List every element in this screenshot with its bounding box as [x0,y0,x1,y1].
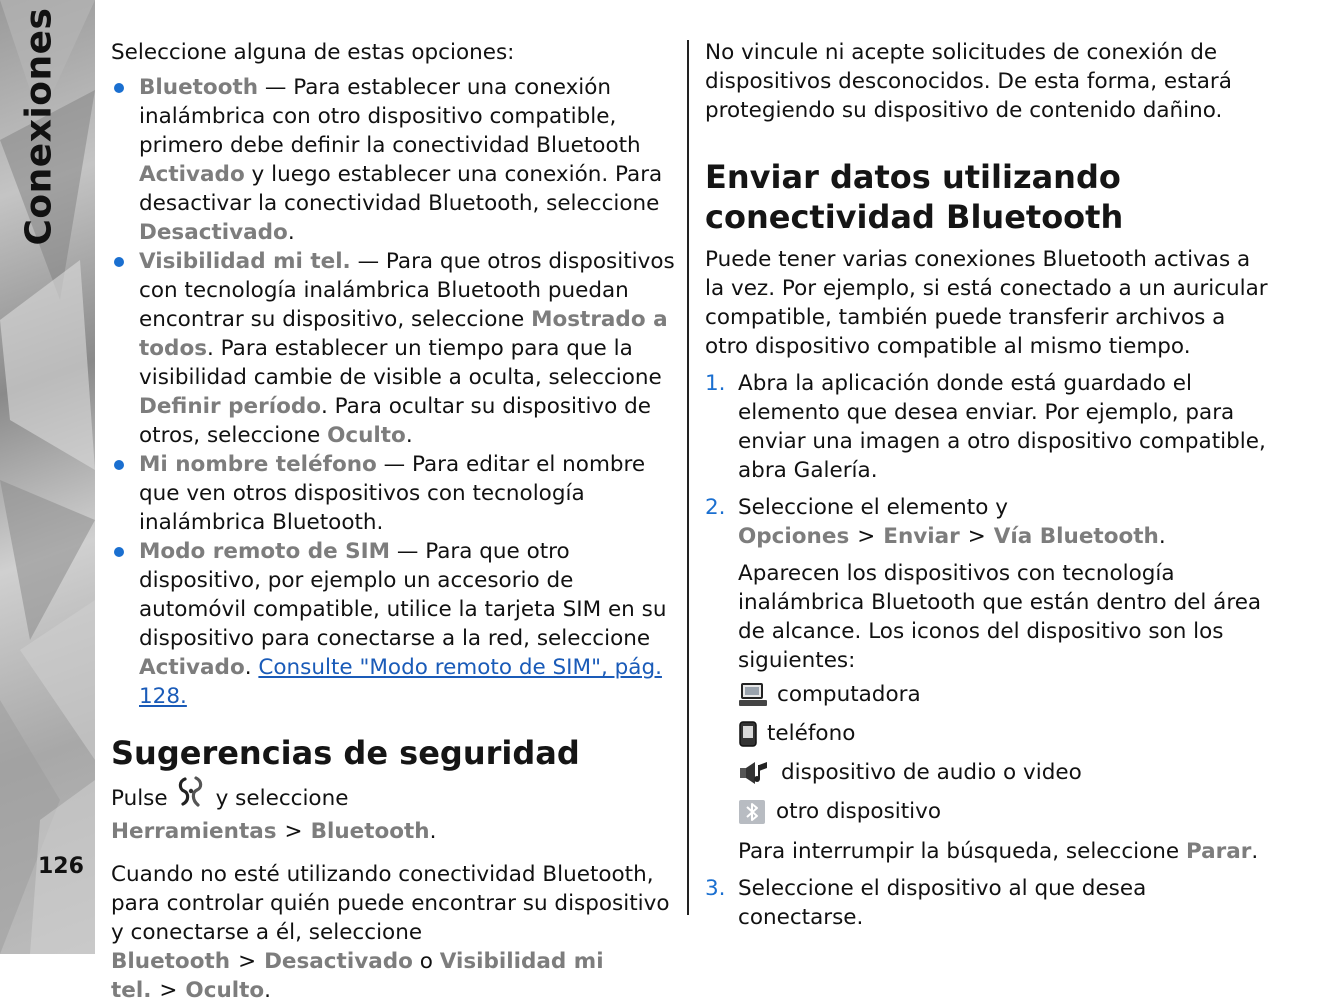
step-2 [705,493,1275,551]
menu-option: Oculto [185,978,265,1003]
menu-option: Vía Bluetooth [993,524,1159,549]
devices-intro: Aparecen los dispositivos con tecnología inalámbrica Bluetooth que están dentro del área de alcance. Los iconos del dispositivo son los siguientes: [738,561,1262,673]
option-text: — Para editar el nombre que ven otros dispositivos con tecnología inalámbrica Bluetooth. [139,452,646,535]
menu-option: Definir período [139,394,322,419]
press-text: y seleccione [215,786,349,811]
list-item-phone-name [111,450,677,537]
menu-separator: > [159,978,178,1003]
menu-option: Desactivado [139,220,288,245]
bullet-icon [114,460,124,470]
paragraph-text: . [264,978,272,1003]
sim-remote-link[interactable]: Consulte "Modo remoto de SIM", pág. 128. [139,655,662,709]
menu-option: Herramientas [111,819,277,844]
device-row-other [738,792,1275,831]
step-text: Seleccione el elemento y [738,495,1008,520]
device-row-audio [738,753,1275,792]
menu-option: Activado [139,655,245,680]
bullet-icon [114,547,124,557]
menu-option: Desactivado [264,949,413,974]
paragraph-text: Para interrumpir la búsqueda, seleccione [738,839,1186,864]
menu-option: Mostrado a todos [139,307,668,361]
option-text: — Para que otros dispositivos con tecnología inalámbrica Bluetooth puedan encontrar su dispositivo, seleccione [139,249,675,332]
paragraph-text: o [412,949,440,974]
computer-icon [738,682,768,708]
connections-paragraph: Puede tener varias conexiones Bluetooth activas a la vez. Por ejemplo, si está conectado a un auricular compatible, también puede transferir archivos a otro dispositivo compatible al mismo tiempo. [705,247,1268,359]
device-label: dispositivo de audio o video [781,760,1082,785]
option-term: Modo remoto de SIM [139,539,391,564]
step-text: . [1158,524,1166,549]
page-number: 126 [38,854,84,879]
audio-video-icon [738,759,772,787]
option-text: . Para establecer un tiempo para que la visibilidad cambie de visible a oculta, seleccione [139,336,662,390]
step-number: 2. [705,495,726,520]
option-text: . [405,423,413,448]
menu-separator: > [967,524,986,549]
list-item-bluetooth [111,73,677,247]
option-text: y luego establecer una conexión. Para desactivar la conectividad Bluetooth, seleccione [139,162,663,216]
menu-separator: > [284,819,303,844]
step-number: 3. [705,876,726,901]
security-paragraph [111,860,677,1005]
step-1 [705,369,1275,485]
menu-option: Activado [139,162,245,187]
menu-option: Oculto [327,423,406,448]
step-number: 1. [705,371,726,396]
device-row-phone [738,714,1275,753]
option-text: . [244,655,259,680]
menu-key-icon [176,775,206,817]
phone-icon [738,720,758,748]
step-3 [705,874,1275,932]
security-heading: Sugerencias de seguridad [111,734,580,772]
section-title: Conexiones [18,7,60,245]
bluetooth-icon [738,799,766,825]
options-list [111,73,677,711]
warning-paragraph: No vincule ni acepte solicitudes de conexión de dispositivos desconocidos. De esta forma, estará protegiendo su dispositivo de contenido dañino. [705,40,1232,123]
list-item-visibility [111,247,677,450]
devices-block [705,559,1275,866]
stop-search-text [738,837,1275,866]
device-label: teléfono [767,721,856,746]
column-divider [687,40,689,915]
menu-option: Bluetooth [111,949,231,974]
press-text: Pulse [111,786,168,811]
bullet-icon [114,257,124,267]
right-column [705,38,1275,940]
menu-separator: > [857,524,876,549]
step-text: Abra la aplicación donde está guardado el elemento que desea enviar. Por ejemplo, para enviar una imagen a otro dispositivo compatible, abra Galería. [738,371,1266,483]
option-term: Mi nombre teléfono [139,452,377,477]
steps-list-continued [705,874,1275,932]
step-text: Seleccione el dispositivo al que desea conectarse. [738,876,1147,930]
menu-option: Bluetooth [310,819,430,844]
device-label: computadora [777,682,921,707]
option-text: . [287,220,295,245]
device-row-computer [738,675,1275,714]
bullet-icon [114,83,124,93]
option-term: Visibilidad mi tel. [139,249,351,274]
device-label: otro dispositivo [776,799,942,824]
option-term: Bluetooth [139,75,259,100]
option-text: — Para establecer una conexión inalámbrica con otro dispositivo compatible, primero debe definir la conectividad Bluetooth [139,75,641,158]
option-text: — Para que otro dispositivo, por ejemplo un accesorio de automóvil compatible, utilice la tarjeta SIM en su dispositivo para conectarse a la red, seleccione [139,539,667,651]
paragraph-text: Cuando no esté utilizando conectividad Bluetooth, para controlar quién puede encontrar su dispositivo y conectarse a él, seleccione [111,862,670,945]
options-intro: Seleccione alguna de estas opciones: [111,40,515,65]
sidebar [0,0,95,954]
menu-option: Enviar [883,524,960,549]
option-text: . Para ocultar su dispositivo de otros, seleccione [139,394,652,448]
press-instruction [111,781,677,846]
left-column [111,38,677,1005]
menu-option: Parar [1185,839,1252,864]
steps-list [705,369,1275,551]
press-text: . [429,819,437,844]
paragraph-text: . [1251,839,1259,864]
send-data-heading: Enviar datos utilizando conectividad Bluetooth [705,158,1124,236]
menu-separator: > [238,949,257,974]
menu-option: Visibilidad mi tel. [111,949,604,1003]
menu-option: Opciones [738,524,850,549]
list-item-sim-remote [111,537,677,711]
